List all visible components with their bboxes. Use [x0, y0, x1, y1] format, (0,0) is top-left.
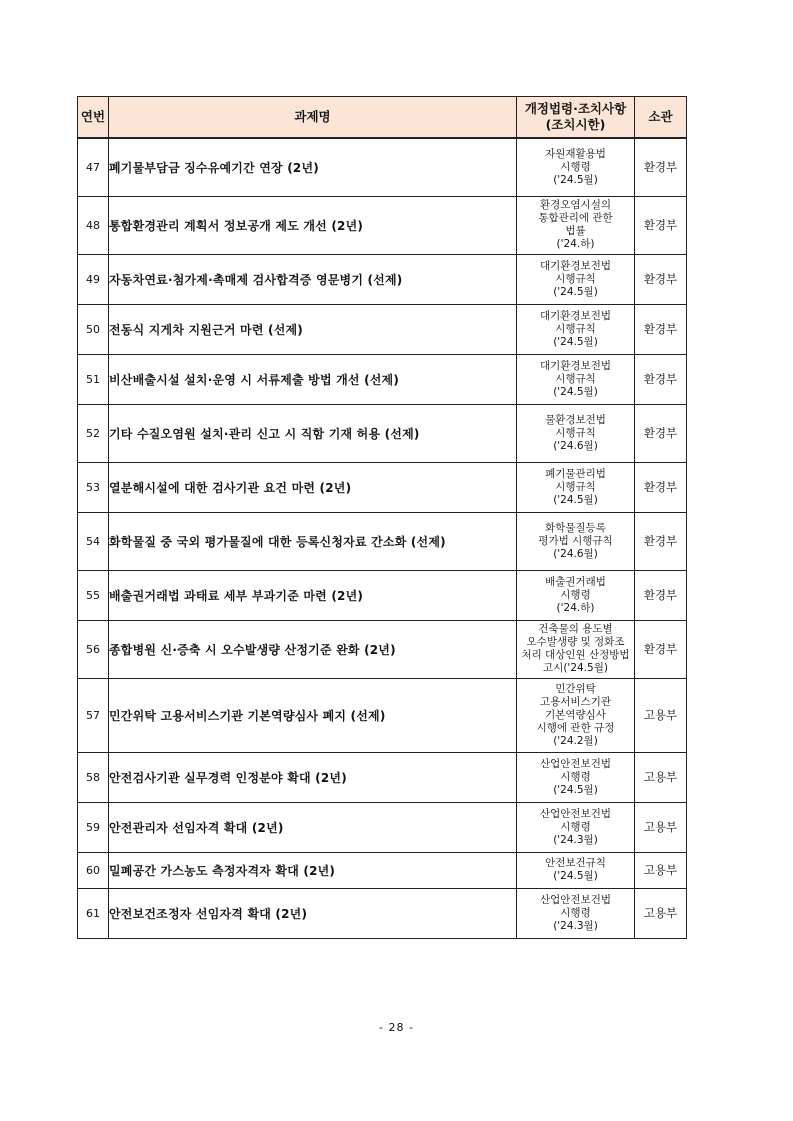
row-dept: 환경부 [635, 354, 687, 404]
table-row [78, 196, 687, 254]
row-number: 57 [78, 678, 109, 752]
row-dept: 고용부 [635, 802, 687, 852]
row-law: 민간위탁 고용서비스기관 기본역량심사 시행에 관한 규정 ('24.2월) [517, 678, 635, 752]
table-row [78, 570, 687, 620]
row-dept: 환경부 [635, 196, 687, 254]
row-number: 55 [78, 570, 109, 620]
table-header-row [78, 97, 687, 139]
row-number: 56 [78, 620, 109, 678]
row-title: 통합환경관리 계획서 정보공개 제도 개선 (2년) [109, 196, 517, 254]
row-law: 산업안전보건법 시행령 ('24.5월) [517, 752, 635, 802]
row-number: 52 [78, 404, 109, 462]
row-title: 안전검사기관 실무경력 인정분야 확대 (2년) [109, 752, 517, 802]
row-dept: 환경부 [635, 304, 687, 354]
row-number: 53 [78, 462, 109, 512]
row-title: 배출권거래법 과태료 세부 부과기준 마련 (2년) [109, 570, 517, 620]
row-law: 대기환경보전법 시행규칙 ('24.5월) [517, 354, 635, 404]
row-dept: 고용부 [635, 678, 687, 752]
row-dept: 환경부 [635, 462, 687, 512]
row-number: 50 [78, 304, 109, 354]
row-law: 자원재활용법 시행령 ('24.5월) [517, 138, 635, 196]
header-no: 연번 [78, 97, 109, 139]
row-title: 비산배출시설 설치·운영 시 서류제출 방법 개선 (선제) [109, 354, 517, 404]
table-row [78, 802, 687, 852]
row-title: 자동차연료·첨가제·촉매제 검사합격증 영문병기 (선제) [109, 254, 517, 304]
header-title: 과제명 [109, 97, 517, 139]
row-dept: 고용부 [635, 888, 687, 938]
row-dept: 환경부 [635, 404, 687, 462]
row-law: 대기환경보전법 시행규칙 ('24.5월) [517, 254, 635, 304]
row-dept: 환경부 [635, 138, 687, 196]
row-number: 54 [78, 512, 109, 570]
row-number: 51 [78, 354, 109, 404]
row-dept: 고용부 [635, 852, 687, 888]
table-body [78, 138, 687, 938]
row-title: 안전보건조정자 선임자격 확대 (2년) [109, 888, 517, 938]
table-row [78, 138, 687, 196]
header-law [517, 97, 635, 139]
row-number: 49 [78, 254, 109, 304]
row-title: 밀폐공간 가스농도 측정자격자 확대 (2년) [109, 852, 517, 888]
row-law: 대기환경보전법 시행규칙 ('24.5월) [517, 304, 635, 354]
header-dept: 소관 [635, 97, 687, 139]
row-number: 58 [78, 752, 109, 802]
row-dept: 고용부 [635, 752, 687, 802]
row-dept: 환경부 [635, 570, 687, 620]
row-number: 59 [78, 802, 109, 852]
row-title: 기타 수질오염원 설치·관리 신고 시 직함 기재 허용 (선제) [109, 404, 517, 462]
table-row [78, 254, 687, 304]
row-title: 화학물질 중 국외 평가물질에 대한 등록신청자료 간소화 (선제) [109, 512, 517, 570]
row-title: 종합병원 신·증축 시 오수발생량 산정기준 완화 (2년) [109, 620, 517, 678]
header-law-line2: (조치시한) [545, 117, 606, 132]
row-dept: 환경부 [635, 254, 687, 304]
table-row [78, 888, 687, 938]
row-dept: 환경부 [635, 620, 687, 678]
row-law: 화학물질등록 평가법 시행규칙 ('24.6월) [517, 512, 635, 570]
row-number: 61 [78, 888, 109, 938]
row-law: 산업안전보건법 시행령 ('24.3월) [517, 888, 635, 938]
row-number: 48 [78, 196, 109, 254]
row-dept: 환경부 [635, 512, 687, 570]
row-title: 전동식 지게차 지원근거 마련 (선제) [109, 304, 517, 354]
table-row [78, 678, 687, 752]
task-table [77, 96, 687, 939]
table-row [78, 354, 687, 404]
row-law: 물환경보전법 시행규칙 ('24.6월) [517, 404, 635, 462]
table-row [78, 404, 687, 462]
row-number: 47 [78, 138, 109, 196]
table-row [78, 304, 687, 354]
header-law-line1: 개정법령·조치사항 [524, 101, 627, 116]
row-law: 폐기물관리법 시행규칙 ('24.5월) [517, 462, 635, 512]
row-title: 안전관리자 선임자격 확대 (2년) [109, 802, 517, 852]
row-number: 60 [78, 852, 109, 888]
table-row [78, 512, 687, 570]
table-row [78, 620, 687, 678]
row-law: 건축물의 용도별 오수발생량 및 정화조 처리 대상인원 산정방법 고시('24.5월) [517, 620, 635, 678]
row-title: 폐기물부담금 징수유예기간 연장 (2년) [109, 138, 517, 196]
row-title: 민간위탁 고용서비스기관 기본역량심사 폐지 (선제) [109, 678, 517, 752]
row-law: 환경오염시설의 통합관리에 관한 법률 ('24.하) [517, 196, 635, 254]
row-title: 열분해시설에 대한 검사기관 요건 마련 (2년) [109, 462, 517, 512]
page-number: - 28 - [379, 1021, 414, 1034]
table-row [78, 462, 687, 512]
row-law: 산업안전보건법 시행령 ('24.3월) [517, 802, 635, 852]
table-row [78, 752, 687, 802]
row-law: 배출권거래법 시행령 ('24.하) [517, 570, 635, 620]
table-row [78, 852, 687, 888]
row-law: 안전보건규칙 ('24.5월) [517, 852, 635, 888]
